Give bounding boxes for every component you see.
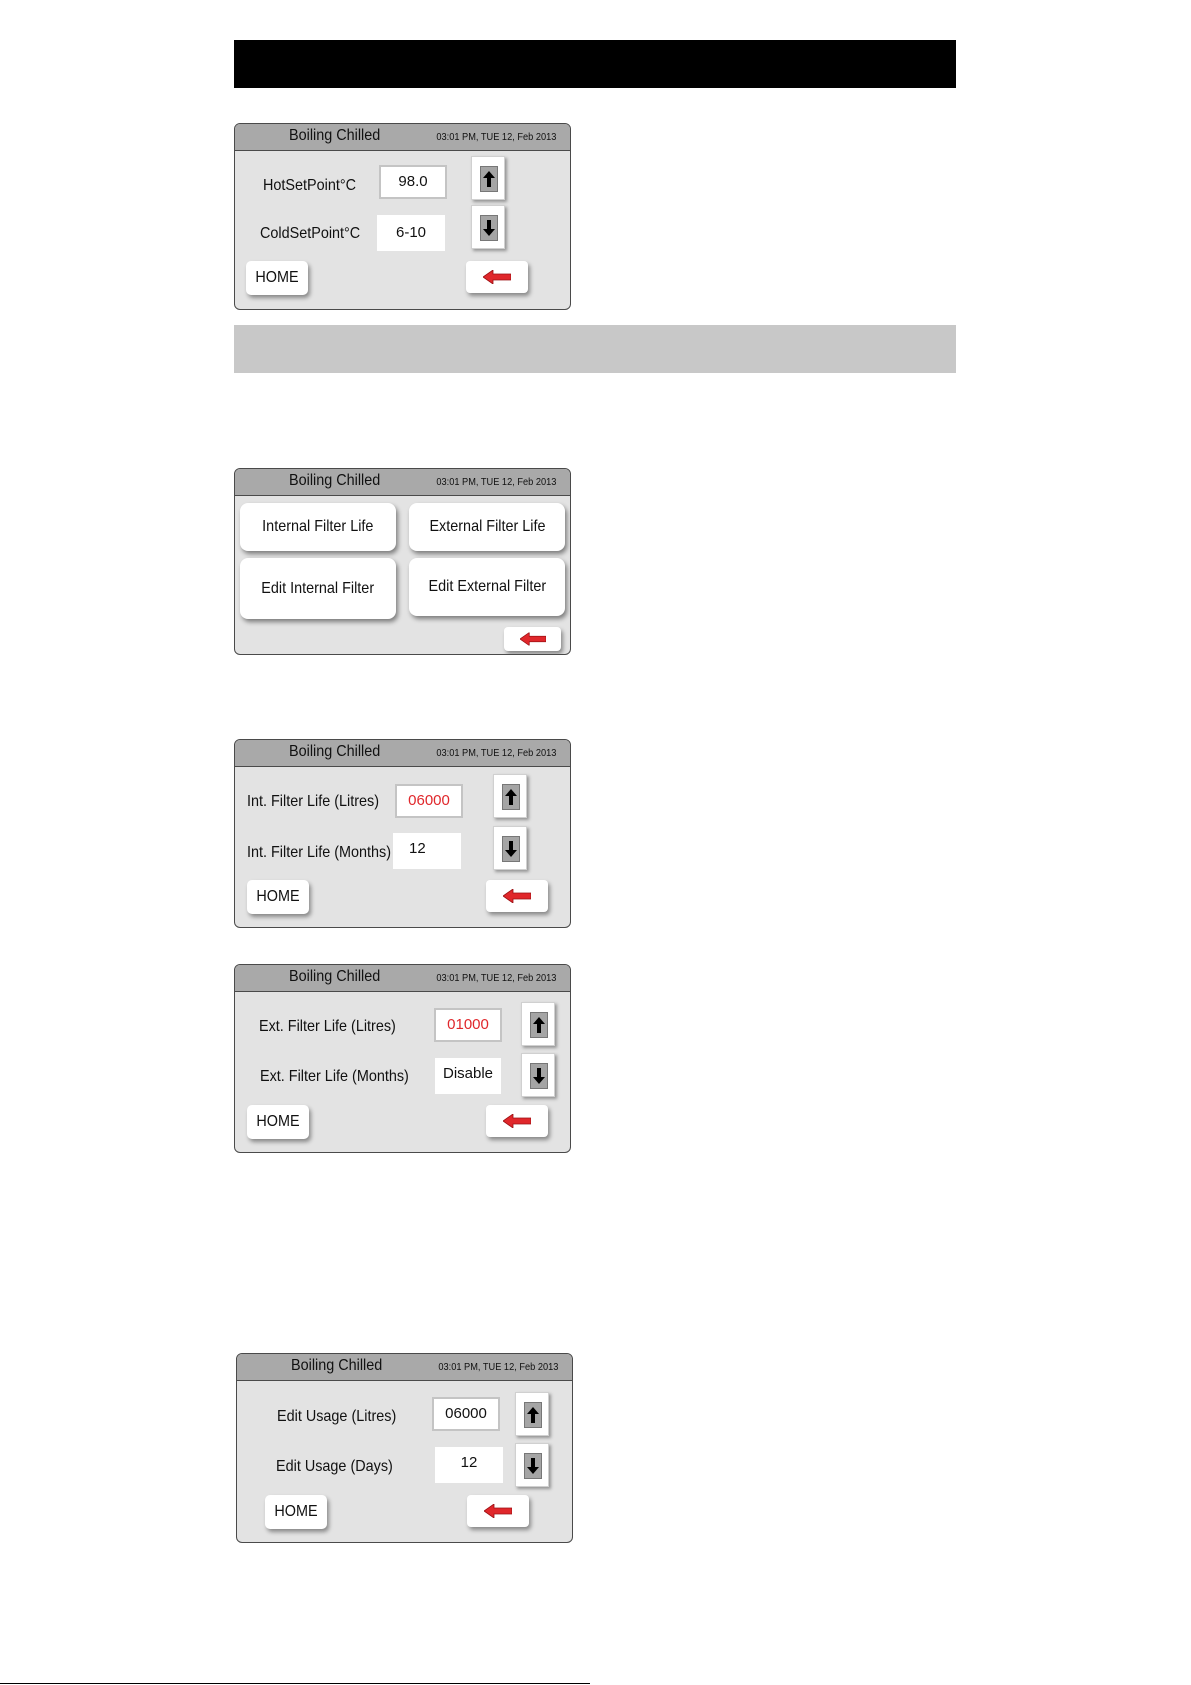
screen-datetime: 03:01 PM, TUE 12, Feb 2013 [435, 476, 556, 488]
screen-header [235, 124, 570, 151]
back-button[interactable] [467, 1495, 529, 1527]
back-button[interactable] [486, 880, 548, 912]
int-filter-months-value[interactable]: 12 [393, 833, 461, 869]
filter-menu-screen [234, 468, 571, 655]
hot-setpoint-label: HotSetPoint°C [263, 177, 357, 194]
screen-title: Boiling Chilled [289, 472, 381, 489]
edit-usage-days-label: Edit Usage (Days) [276, 1458, 393, 1475]
section-header-bar [234, 40, 956, 88]
hot-setpoint-value[interactable]: 98.0 [379, 165, 447, 199]
arrow-down-icon [530, 1063, 548, 1089]
edit-usage-screen [236, 1353, 573, 1543]
int-filter-litres-value[interactable]: 06000 [395, 784, 463, 818]
internal-filter-life-button[interactable]: Internal Filter Life [240, 503, 396, 551]
page-bottom-rule [0, 1683, 590, 1684]
ext-filter-litres-value[interactable]: 01000 [434, 1008, 502, 1042]
back-button[interactable] [466, 261, 528, 293]
screen-header [237, 1354, 572, 1381]
screen-datetime: 03:01 PM, TUE 12, Feb 2013 [435, 972, 556, 984]
back-arrow-icon [484, 1504, 512, 1518]
screen-datetime: 03:01 PM, TUE 12, Feb 2013 [435, 747, 556, 759]
setpoint-screen [234, 123, 571, 310]
screen-title: Boiling Chilled [289, 127, 381, 144]
int-filter-litres-label: Int. Filter Life (Litres) [247, 793, 380, 810]
internal-filter-life-screen [234, 739, 571, 928]
arrow-up-icon [480, 166, 498, 192]
edit-external-filter-button[interactable]: Edit External Filter [409, 558, 565, 616]
edit-internal-filter-button[interactable]: Edit Internal Filter [240, 558, 396, 619]
arrow-down-icon [480, 215, 498, 241]
screen-title: Boiling Chilled [291, 1357, 383, 1374]
home-button[interactable]: HOME [265, 1495, 327, 1529]
ext-filter-months-value[interactable]: Disable [435, 1058, 501, 1094]
back-arrow-icon [520, 633, 546, 646]
increase-button[interactable] [521, 1002, 555, 1046]
screen-datetime: 03:01 PM, TUE 12, Feb 2013 [437, 1361, 558, 1373]
edit-usage-litres-value[interactable]: 06000 [432, 1397, 500, 1431]
decrease-button[interactable] [521, 1053, 555, 1097]
edit-usage-litres-label: Edit Usage (Litres) [277, 1408, 397, 1425]
arrow-up-icon [530, 1012, 548, 1038]
ext-filter-litres-label: Ext. Filter Life (Litres) [259, 1018, 396, 1035]
increase-button[interactable] [515, 1392, 549, 1436]
arrow-up-icon [524, 1402, 542, 1428]
screen-header [235, 965, 570, 992]
screen-title: Boiling Chilled [289, 743, 381, 760]
screen-header [235, 469, 570, 496]
increase-button[interactable] [493, 774, 527, 818]
back-button[interactable] [504, 627, 561, 651]
decrease-button[interactable] [493, 826, 527, 870]
section-divider-bar [234, 325, 956, 373]
screen-datetime: 03:01 PM, TUE 12, Feb 2013 [435, 131, 556, 143]
screen-title: Boiling Chilled [289, 968, 381, 985]
screen-header [235, 740, 570, 767]
home-button[interactable]: HOME [247, 880, 309, 914]
increase-button[interactable] [471, 156, 505, 200]
back-arrow-icon [503, 889, 531, 903]
decrease-button[interactable] [515, 1443, 549, 1487]
back-arrow-icon [503, 1114, 531, 1128]
cold-setpoint-label: ColdSetPoint°C [260, 225, 361, 242]
home-button[interactable]: HOME [247, 1105, 309, 1139]
external-filter-life-screen [234, 964, 571, 1153]
decrease-button[interactable] [471, 205, 505, 249]
back-arrow-icon [483, 270, 511, 284]
arrow-up-icon [502, 784, 520, 810]
edit-usage-days-value[interactable]: 12 [435, 1447, 503, 1483]
ext-filter-months-label: Ext. Filter Life (Months) [260, 1068, 409, 1085]
arrow-down-icon [524, 1453, 542, 1479]
external-filter-life-button[interactable]: External Filter Life [409, 503, 565, 551]
back-button[interactable] [486, 1105, 548, 1137]
arrow-down-icon [502, 836, 520, 862]
int-filter-months-label: Int. Filter Life (Months) [247, 844, 392, 861]
cold-setpoint-value[interactable]: 6-10 [377, 215, 445, 251]
home-button[interactable]: HOME [246, 261, 308, 295]
